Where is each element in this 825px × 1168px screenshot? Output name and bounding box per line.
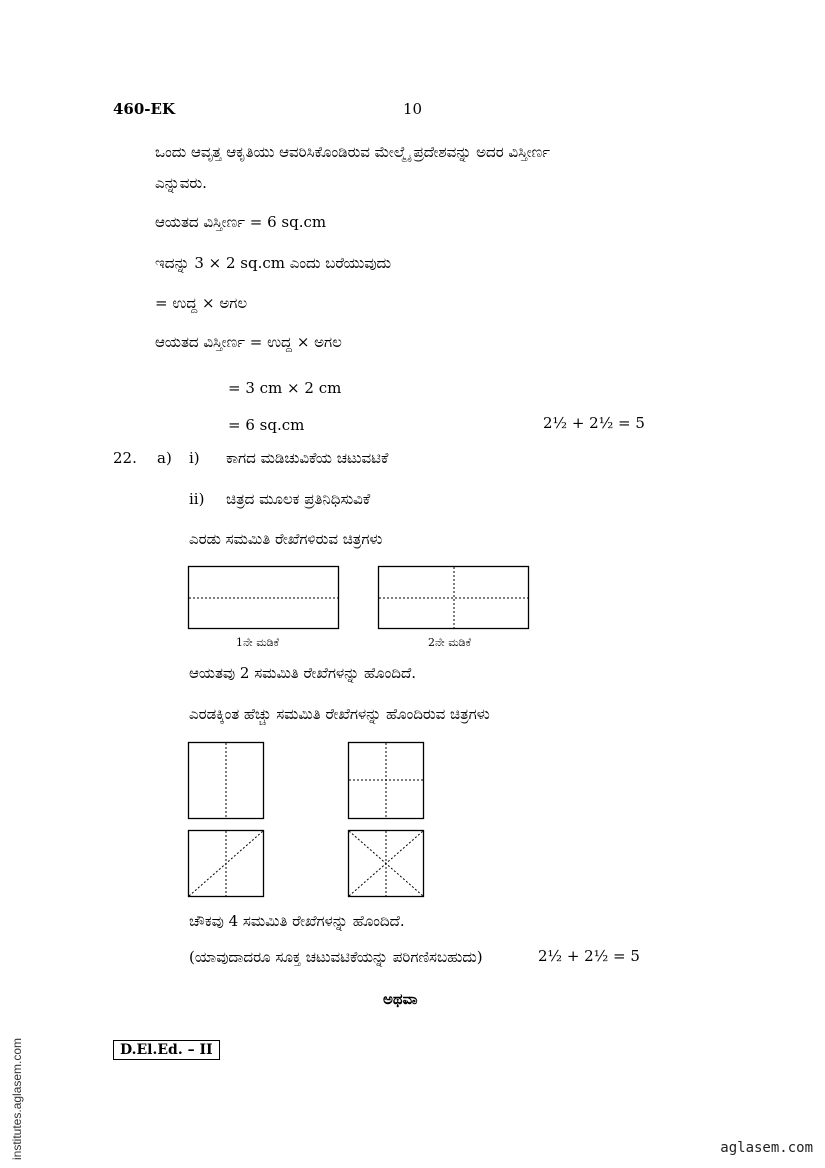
square-four-folds	[348, 830, 425, 898]
or-separator: ಅಥವಾ	[383, 990, 418, 1008]
sub-item-i-text: ಕಾಗದ ಮಡಿಚುವಿಕೆಯ ಚಟುವಟಿಕೆ	[226, 449, 389, 467]
more-lines-heading: ಎರಡಕ್ಕಿಂತ ಹೆಚ್ಚು ಸಮಮಿತಿ ರೇಖೆಗಳನ್ನು ಹೊಂದಿರುವ ಚಿತ್ರಗಳು	[189, 705, 490, 723]
definition-line-2: ಎನ್ನುವರು.	[155, 174, 207, 192]
calc-line-2: ಇದನ್ನು 3 × 2 sq.cm ಎಂದು ಬರೆಯುವುದು	[155, 254, 391, 272]
definition-line-1: ಒಂದು ಆವೃತ್ತ ಆಕೃತಿಯು ಆವರಿಸಿಕೊಂಡಿರುವ ಮೇಲ್ಮೈ ಪ್ರದೇಶವನ್ನು ಅದರ ವಿಸ್ತೀರ್ಣ	[155, 143, 551, 161]
course-label: D.El.Ed. – II	[113, 1040, 220, 1060]
page-number: 10	[403, 100, 423, 118]
fold-1-label: 1ನೇ ಮಡಿಕೆ	[236, 636, 279, 649]
calc-line-6: = 6 sq.cm	[228, 416, 305, 434]
square-cross-folds	[348, 742, 425, 820]
question-part: a)	[157, 449, 172, 467]
sub-item-ii-text: ಚಿತ್ರದ ಮೂಲಕ ಪ್ರತಿನಿಧಿಸುವಿಕೆ	[226, 490, 371, 508]
two-lines-heading: ಎರಡು ಸಮಮಿತಿ ರೇಖೆಗಳಿರುವ ಚಿತ್ರಗಳು	[189, 530, 383, 548]
square-diagonal-fold	[188, 830, 265, 898]
paper-code: 460-EK	[113, 100, 176, 118]
calc-line-3: = ಉದ್ದ × ಅಗಲ	[155, 294, 248, 312]
square-statement: ಚೌಕವು 4 ಸಮಮಿತಿ ರೇಖೆಗಳನ್ನು ಹೊಂದಿದೆ.	[189, 912, 405, 930]
calc-line-1: ಆಯತದ ವಿಸ್ತೀರ್ಣ = 6 sq.cm	[155, 213, 327, 231]
rectangle-one-fold	[188, 566, 340, 630]
question-number: 22.	[113, 449, 137, 467]
brand-watermark: aglasem.com	[720, 1140, 813, 1156]
sub-item-ii-marker: ii)	[189, 490, 205, 508]
consideration-note: (ಯಾವುದಾದರೂ ಸೂಕ್ತ ಚಟುವಟಿಕೆಯನ್ನು ಪರಿಗಣಿಸಬಹುದು)	[189, 948, 483, 966]
rectangle-two-folds	[378, 566, 530, 630]
marks-22: 2½ + 2½ = 5	[538, 947, 640, 965]
marks-21: 2½ + 2½ = 5	[543, 414, 645, 432]
side-watermark: institutes.aglasem.com	[10, 1037, 24, 1160]
calc-line-5: = 3 cm × 2 cm	[228, 379, 342, 397]
square-vertical-fold	[188, 742, 265, 820]
rectangle-statement: ಆಯತವು 2 ಸಮಮಿತಿ ರೇಖೆಗಳನ್ನು ಹೊಂದಿದೆ.	[189, 664, 417, 682]
fold-2-label: 2ನೇ ಮಡಿಕೆ	[428, 636, 471, 649]
sub-item-i-marker: i)	[189, 449, 200, 467]
calc-line-4: ಆಯತದ ವಿಸ್ತೀರ್ಣ = ಉದ್ದ × ಅಗಲ	[155, 333, 342, 351]
